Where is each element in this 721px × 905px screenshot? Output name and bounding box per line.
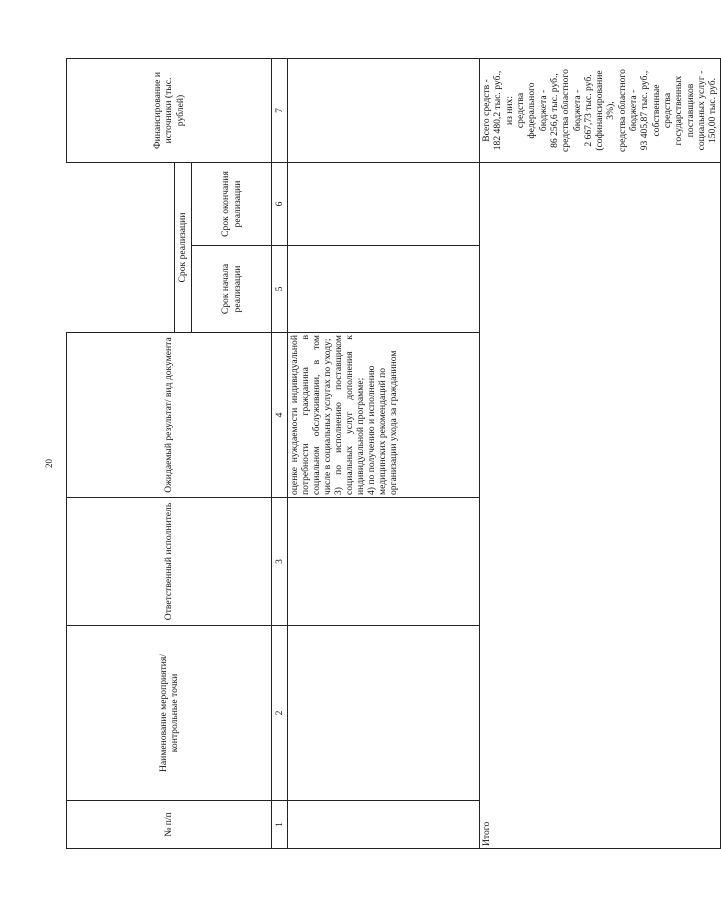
total-label: Итого bbox=[481, 821, 492, 846]
header-result: Ожидаемый результат/ вид документа bbox=[67, 333, 272, 498]
finance-line: 86 256,6 тыс. руб., bbox=[548, 73, 560, 148]
header-name: Наименование мероприятия/ контрольные точки bbox=[67, 626, 272, 801]
finance-line: Всего средств - bbox=[481, 79, 492, 142]
row-finance-cell bbox=[288, 59, 480, 163]
col-number-6: 6 bbox=[272, 163, 288, 246]
finance-line: социальных услуг - bbox=[695, 70, 707, 151]
header-start: Срок начала реализации bbox=[192, 246, 272, 333]
finance-line: 2 667,73 тыс. руб. bbox=[582, 74, 594, 147]
col-number-3: 3 bbox=[272, 498, 288, 626]
col-number-4: 4 bbox=[272, 333, 288, 498]
total-finance-cell bbox=[480, 59, 721, 163]
header-end: Срок окончания реализации bbox=[192, 163, 272, 246]
row-result-cell bbox=[288, 333, 480, 498]
finance-line: средства областного bbox=[616, 69, 628, 152]
finance-line: средства bbox=[514, 92, 526, 129]
total-label-cell bbox=[480, 163, 721, 849]
finance-line: средства bbox=[662, 92, 673, 129]
row-start-cell bbox=[288, 246, 480, 333]
finance-line: 3%), bbox=[605, 101, 617, 120]
finance-line: бюджета - bbox=[571, 89, 583, 132]
row-name-cell bbox=[288, 626, 480, 801]
finance-line: собственные bbox=[650, 84, 662, 137]
col-number-7: 7 bbox=[272, 59, 288, 163]
page-number: 20 bbox=[44, 459, 54, 468]
plan-table bbox=[66, 58, 721, 849]
result-line-2: 3) по исполнению поставщиком социальных услуг дополнения к индивидуальной программе; bbox=[333, 335, 367, 495]
finance-line: федерального bbox=[526, 82, 538, 139]
col-number-1: 1 bbox=[272, 801, 288, 849]
col-number-2: 2 bbox=[272, 626, 288, 801]
header-period: Срок реализации bbox=[175, 163, 192, 333]
result-line-1: оценке нуждаемости индивидуальной потребности гражданина в социальном обслуживании, в том числе в социальных услугах по уходу; bbox=[289, 335, 334, 495]
col-number-5: 5 bbox=[272, 246, 288, 333]
header-num: № п/п bbox=[67, 801, 272, 849]
row-responsible-cell bbox=[288, 498, 480, 626]
row-end-cell bbox=[288, 163, 480, 246]
row-num-cell bbox=[288, 801, 480, 849]
finance-line: поставщиков bbox=[684, 83, 696, 138]
finance-line: бюджета - bbox=[628, 89, 640, 132]
rotated-table-container bbox=[66, 59, 719, 849]
finance-line: средства областного bbox=[560, 69, 572, 152]
finance-line: 182 480,2 тыс. руб., bbox=[492, 70, 504, 151]
header-finance: Финансирование и источники (тыс. рублей) bbox=[67, 59, 272, 163]
result-line-3: 4) по получению и исполнению медицинских рекомендаций по организации ухода за гражданином bbox=[366, 350, 400, 495]
finance-line: государственных bbox=[673, 75, 685, 146]
header-responsible: Ответственный исполнитель bbox=[67, 498, 272, 626]
finance-line: 93 405,87 тыс. руб., bbox=[639, 70, 651, 151]
finance-line: бюджета - bbox=[537, 89, 549, 132]
finance-line: (софинансирование bbox=[594, 70, 606, 151]
finance-line: 150,00 тыс. руб. bbox=[707, 77, 719, 144]
finance-line: из них: bbox=[503, 95, 515, 126]
